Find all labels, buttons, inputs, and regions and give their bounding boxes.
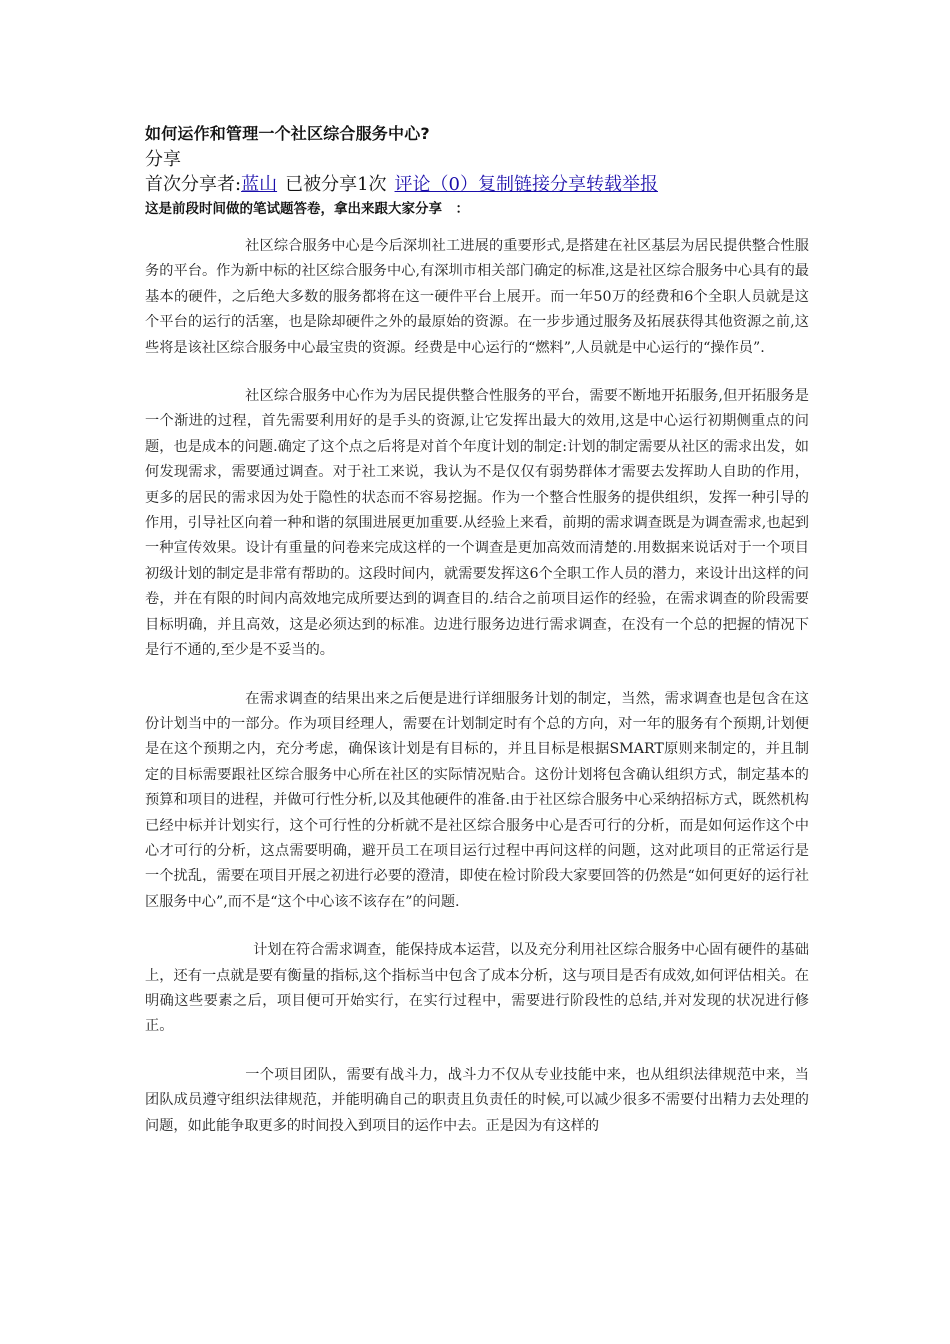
paragraph-5 xyxy=(145,1063,809,1139)
comment-link[interactable]: 评论（0） xyxy=(394,174,478,195)
paragraph-text: 社区综合服务中心是今后深圳社工进展的重要形式,是搭建在社区基层为居民提供整合性服务的平台。作为新中标的社区综合服务中心,有深圳市相关部门确定的标准,这是社区综合服务中心具有的最基本的硬件，之后绝大多数的服务都将在这一硬件平台上展开。而一年50万的经费和6个全职人员就是这个平台的运行的活塞，也是除却硬件之外的最原始的资源。在一步步通过服务及拓展获得其他资源之前,这些将是该社区综合服务中心最宝贵的资源。经费是中心运行的“燃料”,人员就是中心运行的“操作员”. xyxy=(145,238,809,356)
article xyxy=(145,122,809,1162)
copy-link-share-link[interactable]: 复制链接分享 xyxy=(477,174,586,195)
first-sharer-label: 首次分享者: xyxy=(145,174,242,195)
article-intro: 这是前段时间做的笔试题答卷，拿出来跟大家分享 ： xyxy=(145,201,469,217)
report-link[interactable]: 举报 xyxy=(621,174,658,195)
paragraph-text: 社区综合服务中心作为为居民提供整合性服务的平台，需要不断地开拓服务,但开拓服务是一个渐进的过程，首先需要利用好的是手头的资源,让它发挥出最大的效用,这是中心运行初期侧重点的问题，也是成本的问题.确定了这个点之后将是对首个年度计划的制定:计划的制定需要从社区的需求出发，如何发现需求，需要通过调查。对于社工来说，我认为不是仅仅有弱势群体才需要去发挥助人自助的作用，更多的居民的需求因为处于隐性的状态而不容易挖掘。作为一个整合性服务的提供组织，发挥一种引导的作用，引导社区向着一种和谐的氛围进展更加重要.从经验上来看，前期的需求调查既是为调查需求,也起到一种宣传效果。设计有重量的问卷来完成这样的一个调查是更加高效而清楚的.用数据来说话对于一个项目初级计划的制定是非常有帮助的。这段时间内，就需要发挥这6个全职工作人员的潜力，来设计出这样的问卷，并在有限的时间内高效地完成所要达到的调查目的.结合之前项目运作的经验，在需求调查的阶段需要目标明确，并且高效，这是必须达到的标准。边进行服务边进行需求调查，在没有一个总的把握的情况下是行不通的,至少是不妥当的。 xyxy=(145,388,809,659)
share-meta-bar xyxy=(145,172,809,198)
paragraph-1 xyxy=(145,234,809,361)
sharer-name-link[interactable]: 蓝山 xyxy=(241,174,278,195)
paragraph-3 xyxy=(145,687,809,916)
paragraph-4 xyxy=(145,938,809,1040)
paragraph-text: 一个项目团队，需要有战斗力，战斗力不仅从专业技能中来，也从组织法律规范中来，当团队成员遵守组织法律规范，并能明确自己的职责且负责任的时候,可以减少很多不需要付出精力去处理的问题，如此能争取更多的时间投入到项目的运作中去。正是因为有这样的 xyxy=(145,1066,809,1134)
shared-count: 已被分享1次 xyxy=(285,174,387,195)
share-label: 分享 xyxy=(145,149,181,170)
repost-link[interactable]: 转载 xyxy=(585,174,622,195)
paragraph-text: 计划在符合需求调查，能保持成本运营，以及充分利用社区综合服务中心固有硬件的基础上，还有一点就是要有衡量的指标,这个指标当中包含了成本分析，这与项目是否有成效,如何评估相关。在明确这些要素之后，项目便可开始实行，在实行过程中，需要进行阶段性的总结,并对发现的状况进行修正。 xyxy=(145,942,809,1035)
paragraph-2 xyxy=(145,384,809,663)
paragraph-text: 在需求调查的结果出来之后便是进行详细服务计划的制定，当然，需求调查也是包含在这份计划当中的一部分。作为项目经理人，需要在计划制定时有个总的方向，对一年的服务有个预期,计划便是在这个预期之内，充分考虑，确保该计划是有目标的，并且目标是根据SMART原则来制定的，并且制定的目标需要跟社区综合服务中心所在社区的实际情况贴合。这份计划将包含确认组织方式，制定基本的预算和项目的进程，并做可行性分析,以及其他硬件的准备.由于社区综合服务中心采纳招标方式，既然机构已经中标并计划实行，这个可行性的分析就不是社区综合服务中心是否可行的分析，而是如何运作这个中心才可行的分析，这点需要明确，避开员工在项目运行过程中再问这样的问题，这对此项目的正常运行是一个扰乱，需要在项目开展之初进行必要的澄清，即使在检讨阶段大家要回答的仍然是“如何更好的运行社区服务中心”,而不是“这个中心该不该存在”的问题. xyxy=(145,690,809,910)
article-title: 如何运作和管理一个社区综合服务中心? xyxy=(145,124,430,143)
